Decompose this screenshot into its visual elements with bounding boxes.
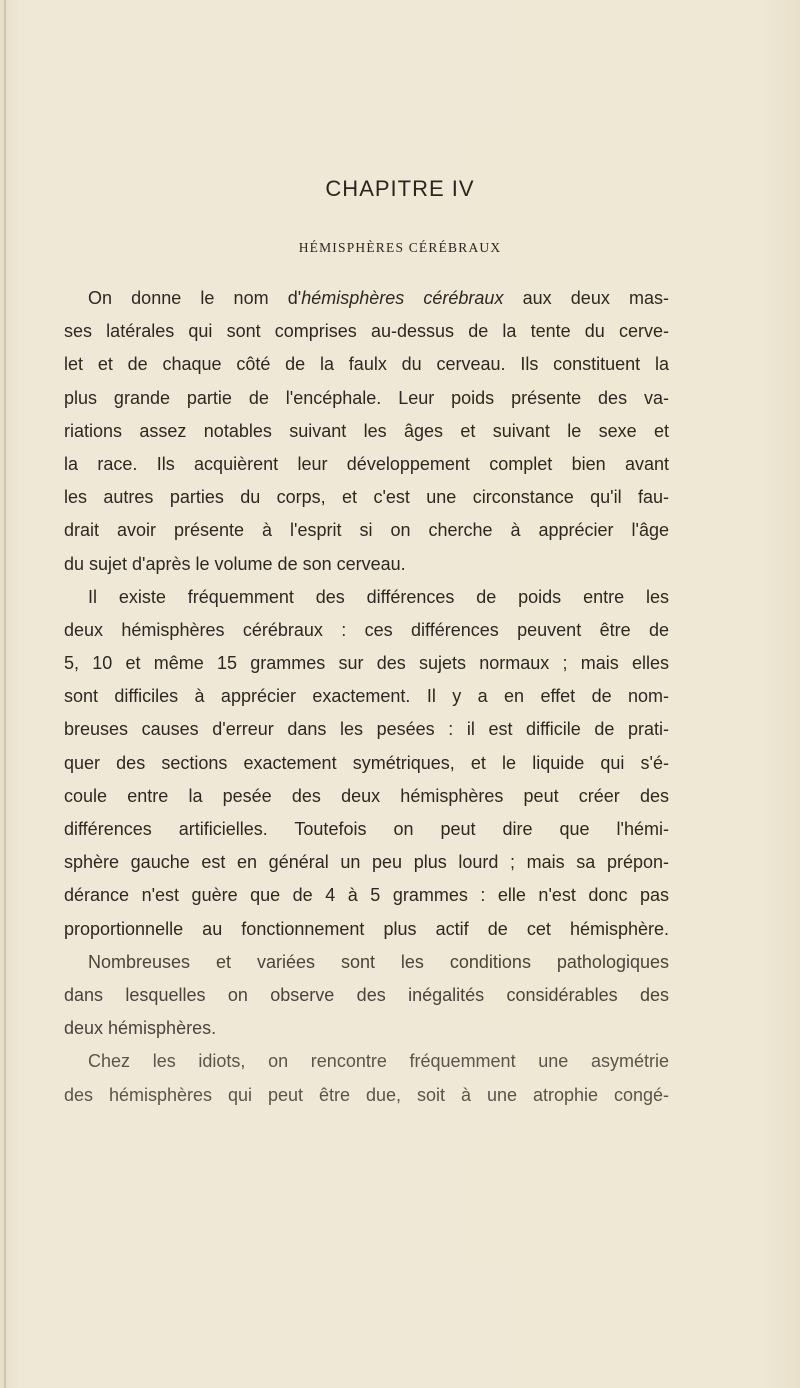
text-line: des hémisphères qui peut être due, soit à une atrophie congé- xyxy=(64,1084,669,1105)
text-line: proportionnelle au fonctionnement plus actif de cet hémisphère. xyxy=(64,918,669,939)
text-line: Chez les idiots, on rencontre fréquemment une asymétrie xyxy=(88,1051,669,1072)
italic-term: hémisphères cérébraux xyxy=(301,288,504,308)
text-line: du sujet d'après le volume de son cerveau. xyxy=(64,553,406,574)
text-line: let et de chaque côté de la faulx du cerveau. Ils constituent la xyxy=(64,354,669,375)
text-line: riations assez notables suivant les âges et suivant le sexe et xyxy=(64,420,669,441)
section-title: HÉMISPHÈRES CÉRÉBRAUX xyxy=(298,240,502,255)
text-line: deux hémisphères. xyxy=(64,1018,217,1039)
text-line: sont difficiles à apprécier exactement. Il y a en effet de nom- xyxy=(64,686,669,707)
text-line: 5, 10 et même 15 grammes sur des sujets normaux ; mais elles xyxy=(64,653,669,674)
text-line: sphère gauche est en général un peu plus lourd ; mais sa prépon- xyxy=(64,852,669,873)
body-text xyxy=(64,282,669,1112)
text-line: ses latérales qui sont comprises au-dessus de la tente du cerve- xyxy=(64,321,669,342)
page-edge xyxy=(4,0,6,1388)
text-line: la race. Ils acquièrent leur développement complet bien avant xyxy=(64,453,669,474)
text-line: dans lesquelles on observe des inégalités considérables des xyxy=(64,984,669,1005)
text-line xyxy=(64,282,669,315)
chapter-title: CHAPITRE IV xyxy=(325,176,475,201)
text-fragment: aux deux mas- xyxy=(503,288,669,308)
text-line: Il existe fréquemment des différences de poids entre les xyxy=(88,586,669,607)
text-line: deux hémisphères cérébraux : ces différences peuvent être de xyxy=(64,619,669,640)
text-fragment: On donne le nom d' xyxy=(88,288,302,308)
text-line: coule entre la pesée des deux hémisphères peut créer des xyxy=(64,785,669,806)
text-line: Nombreuses et variées sont les conditions pathologiques xyxy=(88,951,669,972)
text-line: les autres parties du corps, et c'est une circonstance qu'il fau- xyxy=(64,487,669,508)
text-line: quer des sections exactement symétriques, et le liquide qui s'é- xyxy=(64,752,669,773)
text-line: différences artificielles. Toutefois on peut dire que l'hémi- xyxy=(64,819,669,839)
text-line: plus grande partie de l'encéphale. Leur poids présente des va- xyxy=(64,387,669,408)
text-line: dérance n'est guère que de 4 à 5 grammes : elle n'est donc pas xyxy=(64,885,669,906)
text-line: breuses causes d'erreur dans les pesées : il est difficile de prati- xyxy=(64,719,669,740)
text-line: drait avoir présente à l'esprit si on cherche à apprécier l'âge xyxy=(64,520,669,541)
